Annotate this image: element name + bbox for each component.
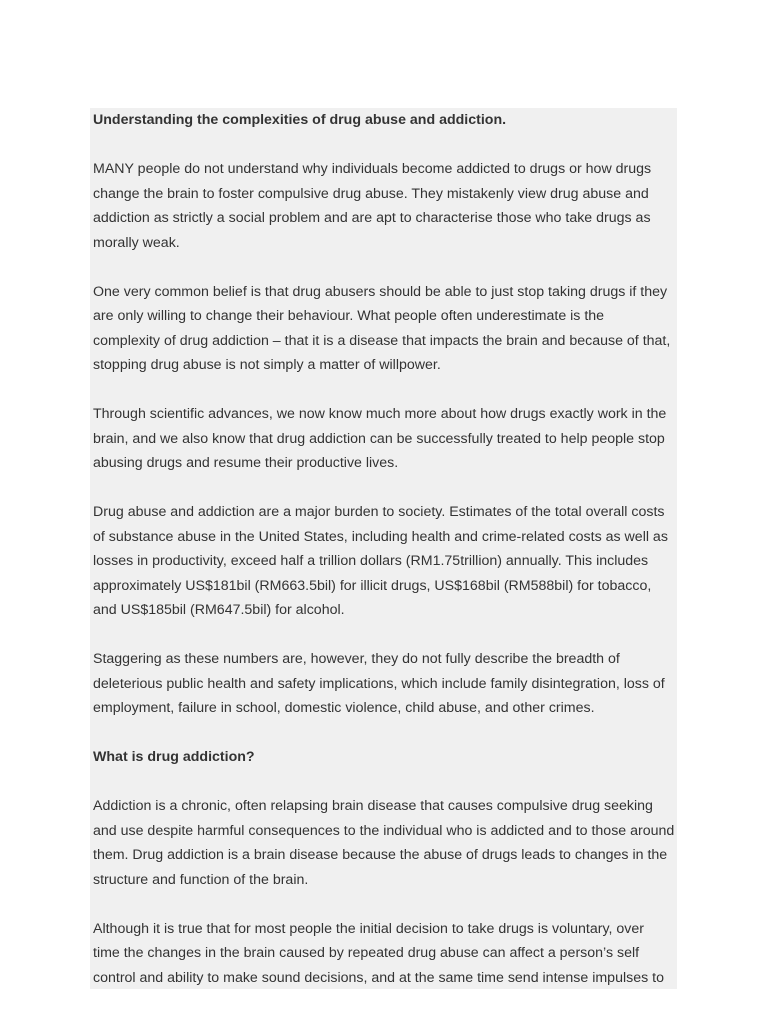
paragraph-gap [93,378,677,403]
text-line: them. Drug addiction is a brain disease because the abuse of drugs leads to changes in the [93,847,668,863]
text-line: control and ability to make sound decisions, and at the same time send intense impulses to [93,969,664,986]
text-line: employment, failure in school, domestic violence, child abuse, and other crimes. [93,700,595,716]
text-line: Drug abuse and addiction are a major burden to society. Estimates of the total overall costs [93,504,665,520]
paragraph-gap [93,133,677,158]
text-line: are only willing to change their behaviour. What people often underestimate is the [93,308,605,324]
article-block [90,108,677,989]
text-line: complexity of drug addiction – that it is a disease that impacts the brain and because of that, [93,332,671,349]
text-line: One very common belief is that drug abusers should be able to just stop taking drugs if they [93,283,668,300]
paragraph-6 [93,794,677,892]
paragraph-gap [93,892,677,917]
paragraph-2 [93,280,677,378]
article-title: Understanding the complexities of drug abuse and addiction. [93,112,507,128]
paragraph-5 [93,647,677,721]
paragraph-gap [93,255,677,280]
text-line: change the brain to foster compulsive drug abuse. They mistakenly view drug abuse and [93,185,649,202]
paragraph-1 [93,157,677,255]
paragraph-gap [93,770,677,795]
text-line: of substance abuse in the United States, including health and crime-related costs as well as [93,528,668,545]
text-line: deleterious public health and safety implications, which include family disintegration, loss of [93,675,665,692]
text-line: Addiction is a chronic, often relapsing brain disease that causes compulsive drug seeking [93,798,653,814]
text-line: brain, and we also know that drug addiction can be successfully treated to help people stop [93,430,665,447]
text-line: morally weak. [93,234,180,251]
text-line: and US$185bil (RM647.5bil) for alcohol. [93,602,345,618]
text-line: structure and function of the brain. [93,871,309,888]
text-line: stopping drug abuse is not simply a matter of willpower. [93,357,441,373]
paragraph-3 [93,402,677,476]
text-line: time the changes in the brain caused by repeated drug abuse can affect a person’s self [93,945,640,961]
text-line: MANY people do not understand why individuals become addicted to drugs or how drugs [93,161,652,177]
text-line: Staggering as these numbers are, however, they do not fully describe the breadth of [93,651,620,667]
article-body [93,108,677,989]
text-line: Although it is true that for most people the initial decision to take drugs is voluntary, over [93,920,644,937]
text-line: losses in productivity, exceed half a trillion dollars (RM1.75trillion) annually. This includes [93,553,649,569]
paragraph-gap [93,623,677,648]
text-line: abusing drugs and resume their productive lives. [93,455,399,471]
text-line: approximately US$181bil (RM663.5bil) for illicit drugs, US$168bil (RM588bil) for tobacco, [93,577,652,594]
paragraph-7 [93,917,677,990]
section-subheading: What is drug addiction? [93,749,255,765]
text-line: Through scientific advances, we now know much more about how drugs exactly work in the [93,406,667,422]
text-line: addiction as strictly a social problem and are apt to characterise those who take drugs as [93,210,651,226]
paragraph-gap [93,476,677,501]
paragraph-4 [93,500,677,623]
text-line: and use despite harmful consequences to the individual who is addicted and to those around [93,822,675,839]
paragraph-gap [93,721,677,746]
